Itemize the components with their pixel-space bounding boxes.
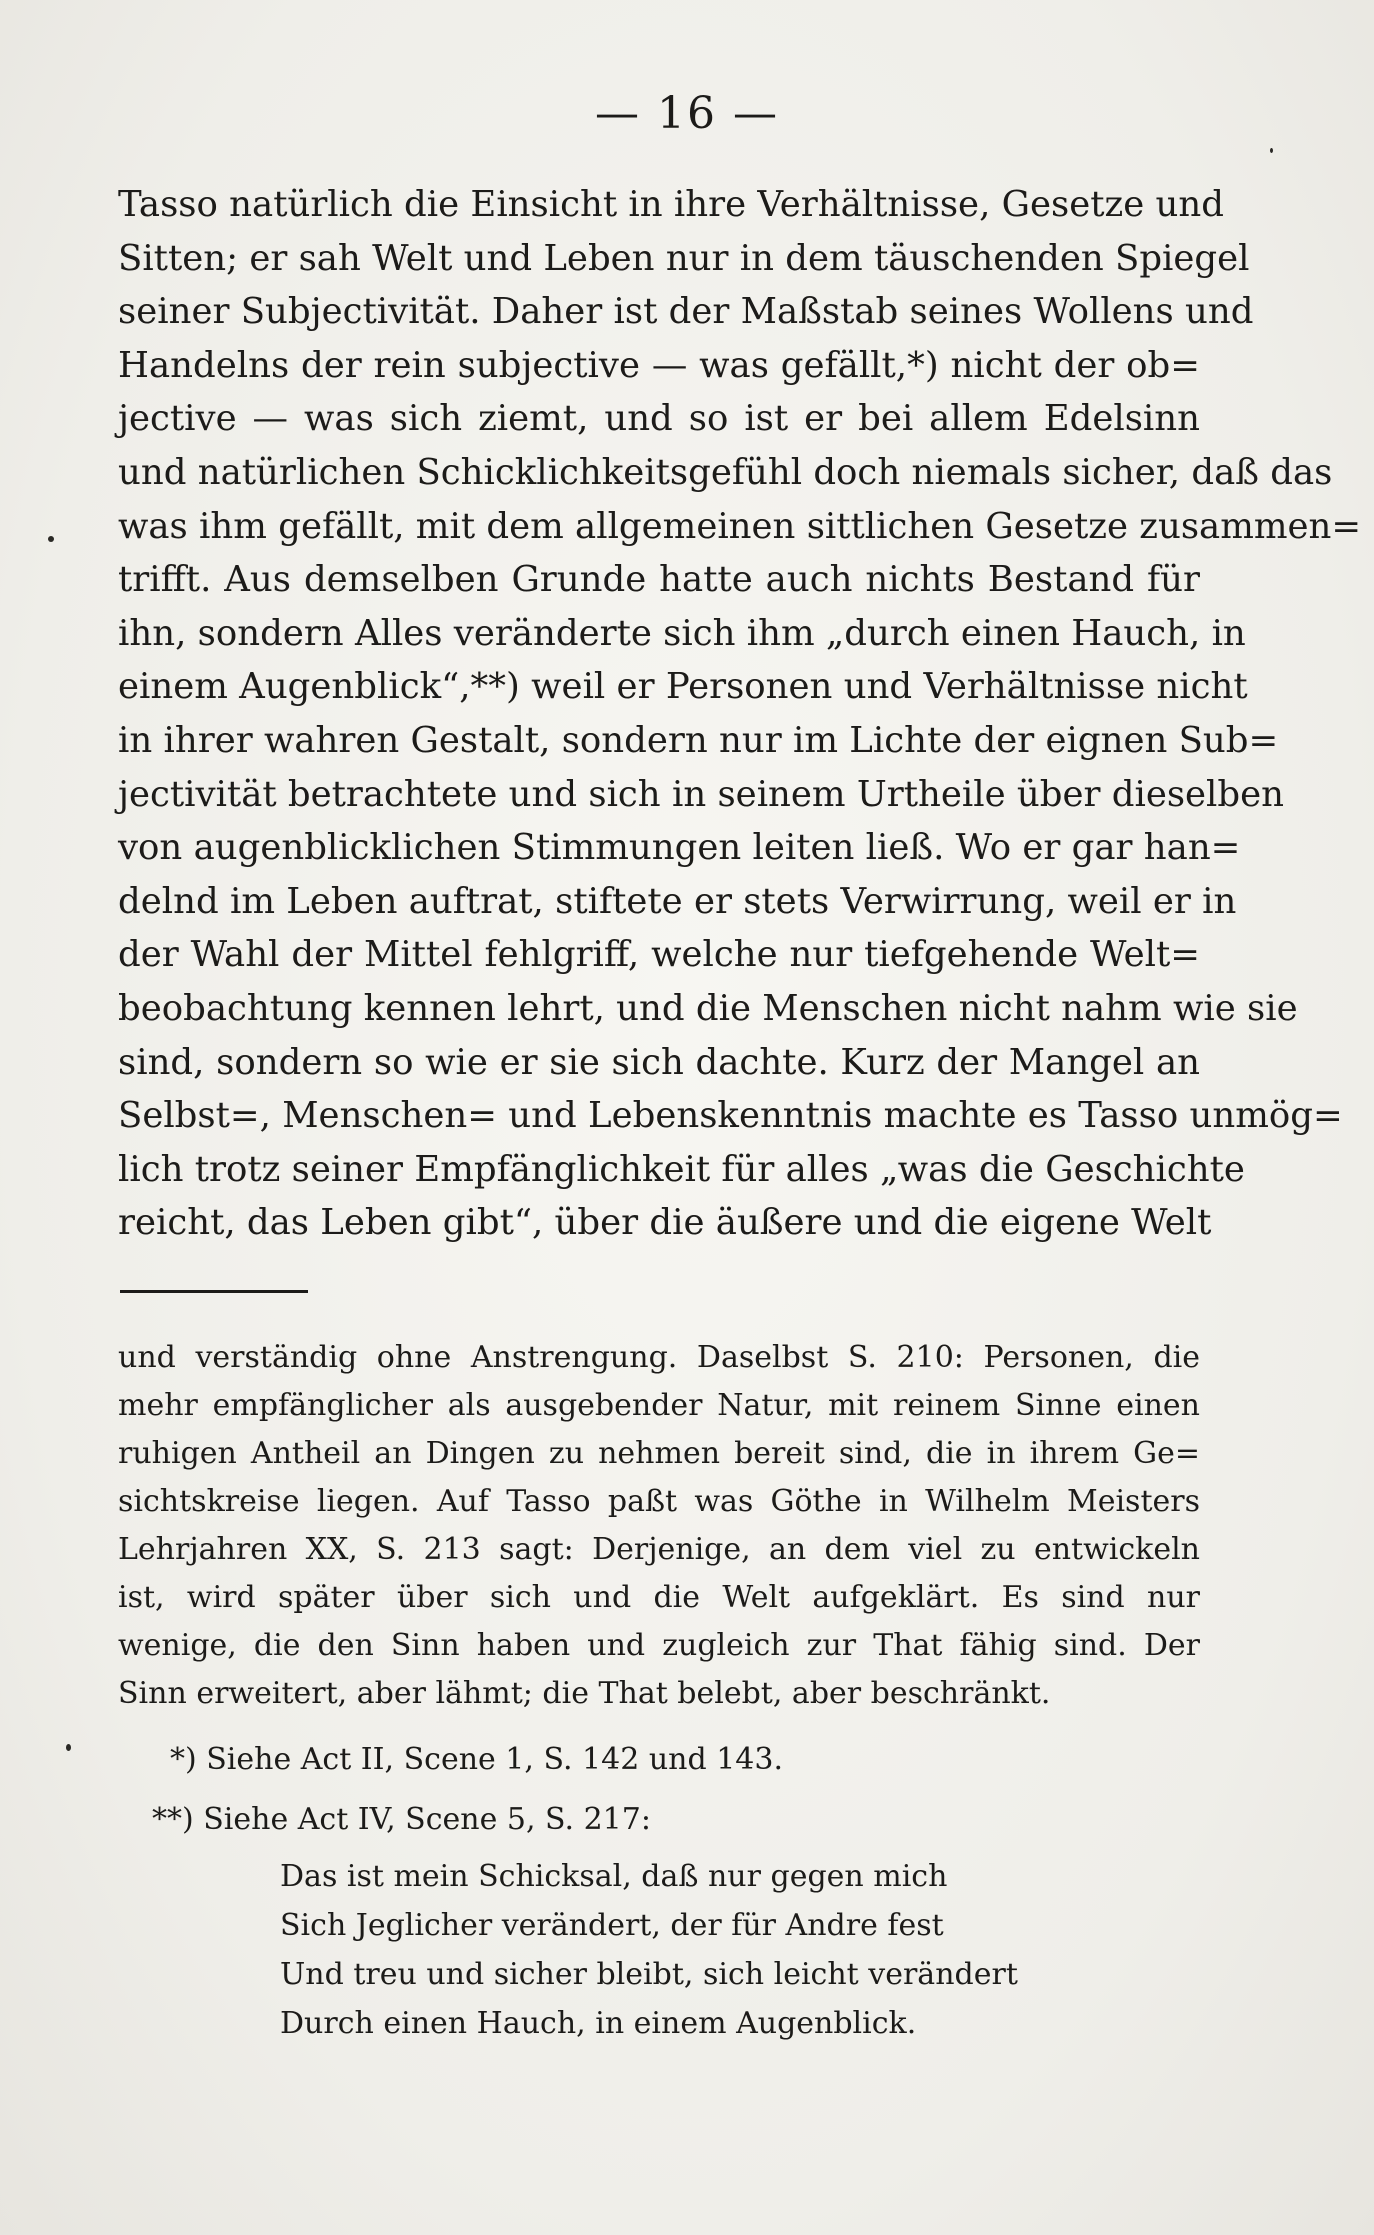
ink-speck — [66, 1744, 71, 1751]
verse-line: Und treu und sicher bleibt, sich leicht verändert — [280, 1957, 1018, 1992]
text-line: Selbst=, Menschen= und Lebenskenntnis machte es Tasso unmög= — [118, 1095, 1343, 1137]
main-text-block — [118, 178, 1362, 1250]
footnote-line: ruhigen Antheil an Dingen zu nehmen bereit sind, die in ihrem Ge= — [118, 1436, 1200, 1471]
text-line: von augenblicklichen Stimmungen leiten ließ. Wo er gar han= — [118, 827, 1241, 869]
text-line: und natürlichen Schicklichkeitsgefühl doch niemals sicher, daß das — [118, 451, 1333, 493]
text-line: jectivität betrachtete und sich in seinem Urtheile über dieselben — [118, 773, 1285, 815]
ink-speck — [48, 536, 54, 542]
text-line: Sitten; er sah Welt und Leben nur in dem täuschenden Spiegel — [118, 237, 1250, 279]
text-line: in ihrer wahren Gestalt, sondern nur im Lichte der eignen Sub= — [118, 719, 1279, 761]
text-line: Tasso natürlich die Einsicht in ihre Verhältnisse, Gesetze und — [118, 184, 1224, 225]
text-line: beobachtung kennen lehrt, und die Menschen nicht nahm wie sie — [118, 987, 1298, 1029]
text-line: sind, sondern so wie er sie sich dachte. Kurz der Mangel an — [118, 1041, 1200, 1083]
footnote-line: ist, wird später über sich und die Welt aufgeklärt. Es sind nur — [118, 1580, 1200, 1615]
footnote-line: Lehrjahren XX, S. 213 sagt: Derjenige, an dem viel zu entwickeln — [118, 1532, 1200, 1567]
text-line: der Wahl der Mittel fehlgriff, welche nur tiefgehende Welt= — [118, 934, 1200, 976]
text-line: was ihm gefällt, mit dem allgemeinen sittlichen Gesetze zusammen= — [118, 505, 1362, 547]
footnote-line: wenige, die den Sinn haben und zugleich zur That fähig sind. Der — [118, 1628, 1200, 1663]
text-line: einem Augenblick“,**) weil er Personen und Verhältnisse nicht — [118, 666, 1248, 708]
verse-line: Das ist mein Schicksal, daß nur gegen mich — [280, 1859, 948, 1894]
verse-quote — [280, 1852, 1018, 2048]
text-line: seiner Subjectivität. Daher ist der Maßstab seines Wollens und — [118, 291, 1254, 333]
footnote-continuation — [118, 1334, 1200, 1718]
text-line: ihn, sondern Alles veränderte sich ihm „durch einen Hauch, in — [118, 612, 1246, 654]
footnote-line: mehr empfänglicher als ausgebender Natur, mit reinem Sinne einen — [118, 1388, 1200, 1423]
footnote-double-star: **) Siehe Act IV, Scene 5, S. 217: — [152, 1802, 651, 1837]
text-line: jective — was sich ziemt, und so ist er bei allem Edelsinn — [118, 398, 1200, 440]
text-line: lich trotz seiner Empfänglichkeit für alles „was die Geschichte — [118, 1148, 1245, 1190]
text-line: Handelns der rein subjective — was gefällt,*) nicht der ob= — [118, 344, 1200, 386]
page-number: — 16 — — [595, 88, 779, 139]
text-line: reicht, das Leben gibt“, über die äußere und die eigene Welt — [118, 1202, 1212, 1244]
footnote-separator — [120, 1290, 308, 1293]
text-line: trifft. Aus demselben Grunde hatte auch nichts Bestand für — [118, 559, 1200, 601]
footnote-line: und verständig ohne Anstrengung. Daselbst S. 210: Personen, die — [118, 1340, 1200, 1375]
footnote-line: Sinn erweitert, aber lähmt; die That belebt, aber beschränkt. — [118, 1676, 1051, 1711]
verse-line: Sich Jeglicher verändert, der für Andre fest — [280, 1908, 944, 1943]
footnote-line: sichtskreise liegen. Auf Tasso paßt was Göthe in Wilhelm Meisters — [118, 1484, 1200, 1519]
verse-line: Durch einen Hauch, in einem Augenblick. — [280, 2006, 917, 2041]
text-line: delnd im Leben auftrat, stiftete er stets Verwirrung, weil er in — [118, 880, 1237, 922]
footnote-single-star: *) Siehe Act II, Scene 1, S. 142 und 143. — [170, 1742, 783, 1777]
ink-speck — [1270, 148, 1273, 153]
